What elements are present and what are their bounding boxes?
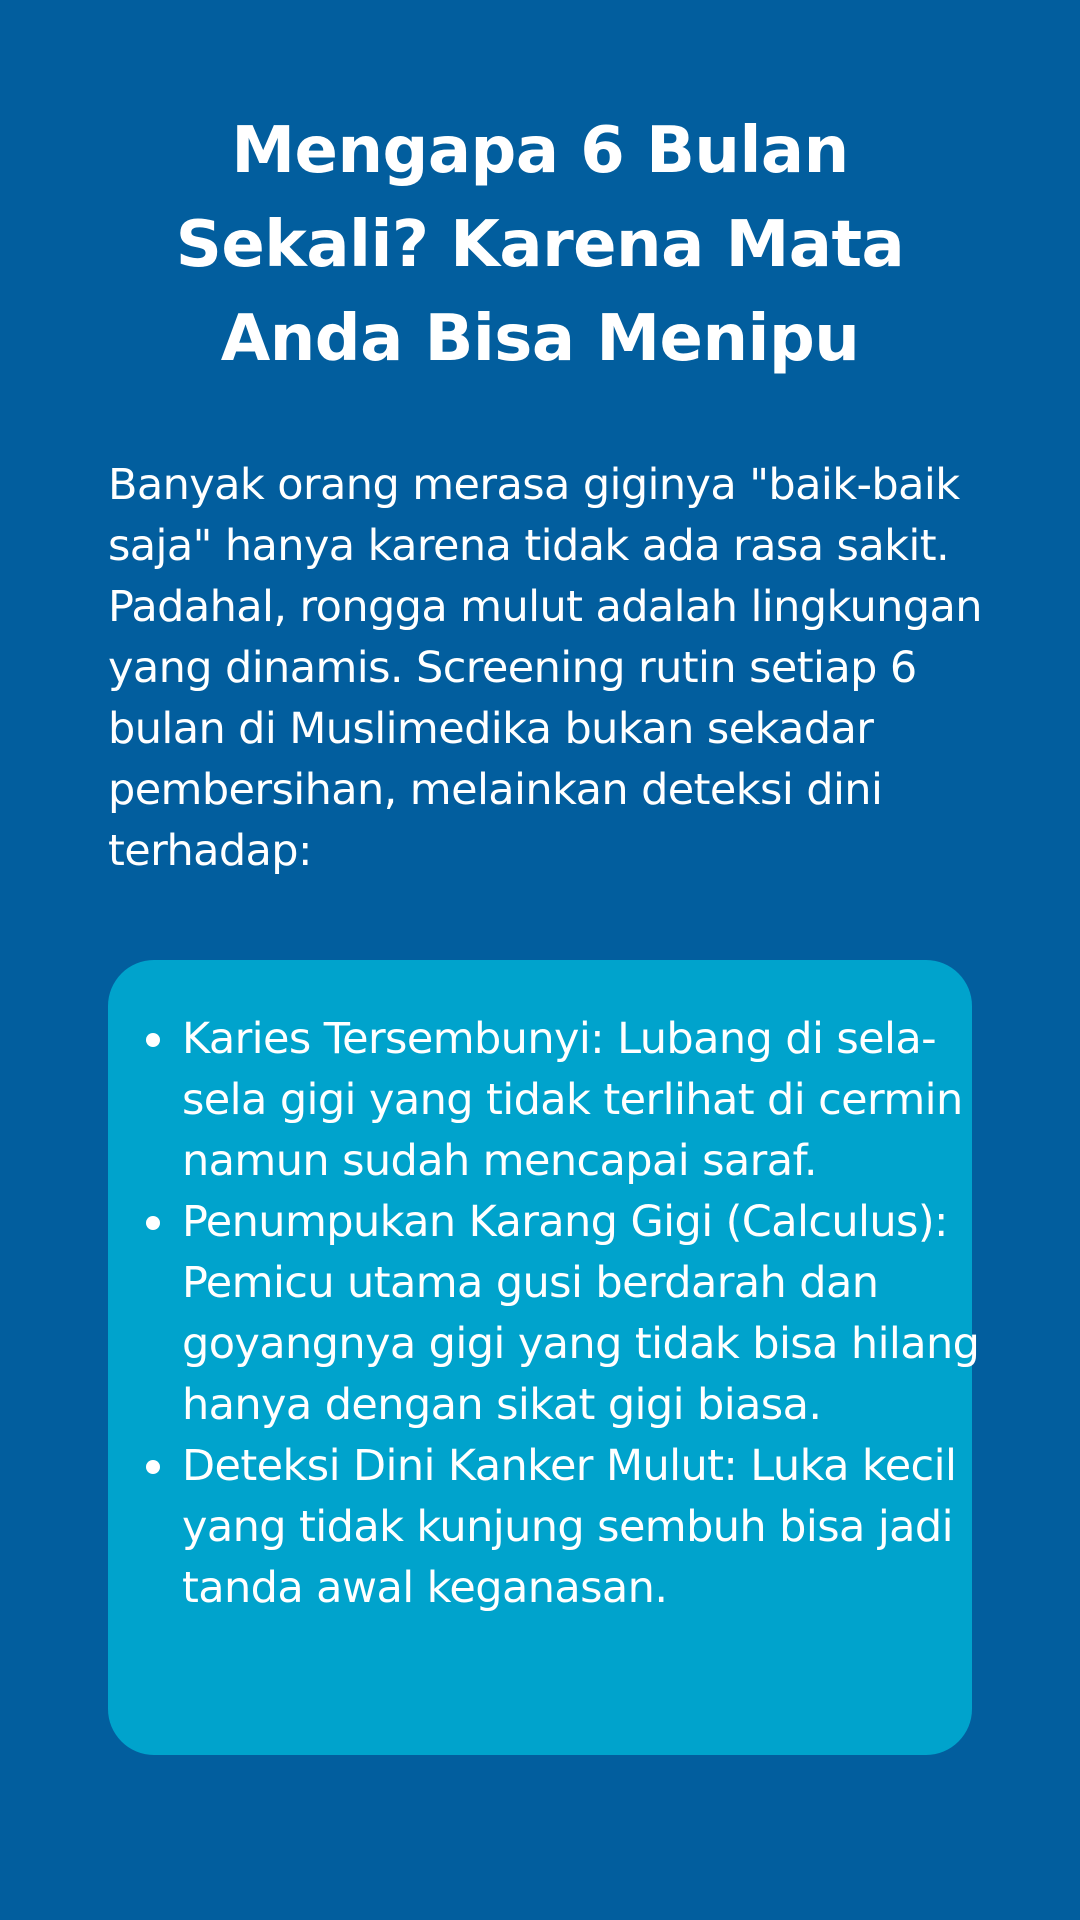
benefit-item-hidden-caries [182,1009,982,1192]
screening-benefits-card [108,960,980,1755]
bullet-icon [146,1033,160,1047]
page-title: Mengapa 6 Bulan Sekali? Karena Mata Anda Bisa Menipu [175,114,905,376]
benefit-text: Karies Tersembunyi: Lubang di sela-sela gigi yang tidak terlihat di cermin namun sudah mencapai saraf. [182,1014,963,1186]
benefit-text: Penumpukan Karang Gigi (Calculus): Pemicu utama gusi berdarah dan goyangnya gigi yang tidak bisa hilang hanya dengan sikat gigi biasa. [182,1197,980,1430]
bullet-icon [146,1216,160,1230]
intro-paragraph: Banyak orang merasa giginya "baik-baik saja" hanya karena tidak ada rasa sakit. Padahal, rongga mulut adalah lingkungan yang dinamis. Screening rutin setiap 6 bulan di Muslimedika bukan sekadar pembersihan, melainkan deteksi dini terhadap: [108,460,982,876]
benefit-item-oral-cancer [182,1436,982,1619]
benefits-list [182,1009,982,1619]
benefit-text: Deteksi Dini Kanker Mulut: Luka kecil yang tidak kunjung sembuh bisa jadi tanda awal keganasan. [182,1441,957,1613]
benefit-item-calculus [182,1192,982,1436]
bullet-icon [146,1460,160,1474]
